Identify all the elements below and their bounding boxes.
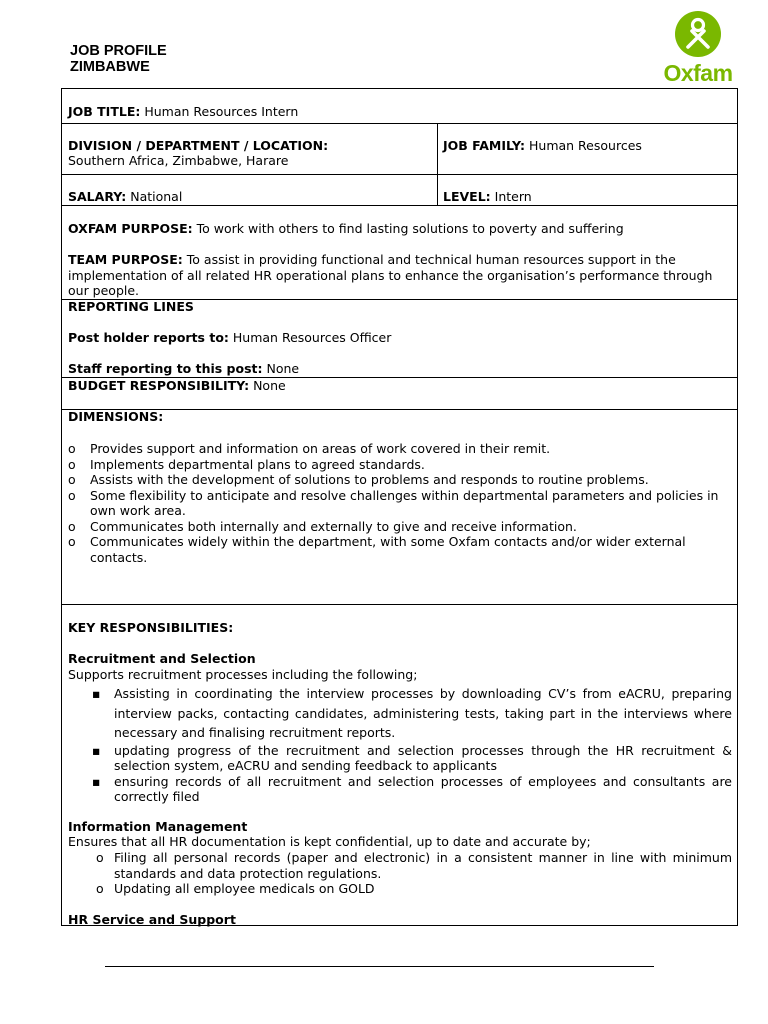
information-heading: Information Management [68, 819, 248, 834]
team-purpose-value: To assist in providing functional and technical human resources support in the implementation of all related HR operational plans to enhance the organisation’s performance through our people. [68, 252, 713, 298]
level-value: Intern [494, 189, 532, 204]
job-family-value: Human Resources [529, 138, 642, 153]
bullet-marker: ▪ [92, 686, 101, 701]
row-divider [62, 205, 737, 206]
salary-value: National [130, 189, 183, 204]
recruitment-heading: Recruitment and Selection [68, 651, 256, 666]
recruitment-intro: Supports recruitment processes including the following; [68, 667, 418, 682]
job-family-label: JOB FAMILY: [443, 138, 526, 153]
oxfam-logo-icon [655, 10, 741, 62]
list-item: ▪ ensuring records of all recruitment and selection processes of employees and consultants are correctly filed [92, 773, 732, 804]
job-title-value: Human Resources Intern [144, 104, 299, 119]
salary-row [68, 189, 182, 205]
budget-value: None [253, 378, 286, 393]
page-title [70, 43, 167, 75]
division-label: DIVISION / DEPARTMENT / LOCATION: [68, 138, 329, 153]
budget-label: BUDGET RESPONSIBILITY: [68, 378, 250, 393]
job-family-row [443, 138, 642, 154]
level-label: LEVEL: [443, 189, 491, 204]
reports-to [68, 330, 391, 346]
footer-divider [105, 966, 654, 967]
list-item: ▪ Assisting in coordinating the interview processes by downloading CV’s from eACRU, preparing interview packs, contacting candidates, administering tests, taking part in the interviews where necessary and finalising recruitment reports. [92, 686, 732, 740]
oxfam-purpose-label: OXFAM PURPOSE: [68, 221, 193, 236]
bullet-marker: o [68, 518, 76, 534]
team-purpose [68, 252, 732, 299]
oxfam-purpose-value: To work with others to find lasting solutions to poverty and suffering [196, 221, 624, 236]
list-item: ▪ updating progress of the recruitment and selection processes through the HR recruitment & selection system, eACRU and sending feedback to applicants [92, 742, 732, 773]
list-item: o Provides support and information on areas of work covered in their remit. [68, 441, 551, 456]
reporting-heading: REPORTING LINES [68, 299, 194, 314]
oxfam-logo [655, 10, 741, 84]
job-title-row [68, 104, 298, 120]
information-intro: Ensures that all HR documentation is kept confidential, up to date and accurate by; [68, 834, 591, 849]
bullet-marker: o [96, 850, 104, 865]
list-item: o Assists with the development of solutions to problems and responds to routine problems. [68, 472, 649, 487]
information-list [92, 850, 732, 897]
row-divider [62, 123, 737, 124]
list-item: o Some flexibility to anticipate and resolve challenges within departmental parameters and policies in own work area. [68, 487, 719, 518]
bullet-marker: o [68, 441, 76, 456]
row-divider [62, 604, 737, 605]
dimensions-heading: DIMENSIONS: [68, 409, 164, 424]
staff-reporting-value: None [266, 361, 300, 376]
bullet-marker: o [68, 472, 76, 487]
list-item: o Updating all employee medicals on GOLD [96, 881, 375, 896]
bullet-marker: ▪ [92, 742, 101, 758]
staff-reporting [68, 361, 299, 377]
level-row [443, 189, 532, 205]
list-item: o Implements departmental plans to agreed standards. [68, 456, 425, 472]
row-divider [62, 174, 737, 175]
bullet-marker: o [68, 456, 76, 472]
bullet-marker: ▪ [92, 773, 101, 789]
recruitment-list [92, 684, 732, 805]
budget-responsibility [68, 378, 286, 394]
division-value: Southern Africa, Zimbabwe, Harare [68, 153, 289, 168]
dimensions-list [68, 441, 732, 565]
job-profile-table [61, 88, 738, 926]
salary-label: SALARY: [68, 189, 127, 204]
column-divider [437, 123, 438, 205]
list-item: o Communicates both internally and externally to give and receive information. [68, 518, 577, 534]
list-item: o Communicates widely within the department, with some Oxfam contacts and/or wider external contacts. [68, 534, 686, 565]
reports-to-value: Human Resources Officer [232, 330, 392, 345]
bullet-marker: o [96, 881, 104, 896]
bullet-marker: o [68, 487, 76, 503]
key-responsibilities-heading: KEY RESPONSIBILITIES: [68, 620, 234, 635]
bullet-marker: o [68, 534, 76, 549]
reports-to-label: Post holder reports to: [68, 330, 229, 345]
hr-service-heading: HR Service and Support [68, 912, 236, 927]
logo-wordmark: Oxfam [663, 60, 733, 86]
title-line-1: JOB PROFILE [70, 43, 167, 59]
list-item: o Filing all personal records (paper and electronic) in a consistent manner in line with minimum standards and data protection regulations. [96, 850, 732, 881]
staff-reporting-label: Staff reporting to this post: [68, 361, 263, 376]
team-purpose-label: TEAM PURPOSE: [68, 252, 183, 267]
title-line-2: ZIMBABWE [70, 59, 150, 75]
row-divider [62, 409, 737, 410]
job-title-label: JOB TITLE: [68, 104, 141, 119]
oxfam-purpose [68, 221, 624, 237]
